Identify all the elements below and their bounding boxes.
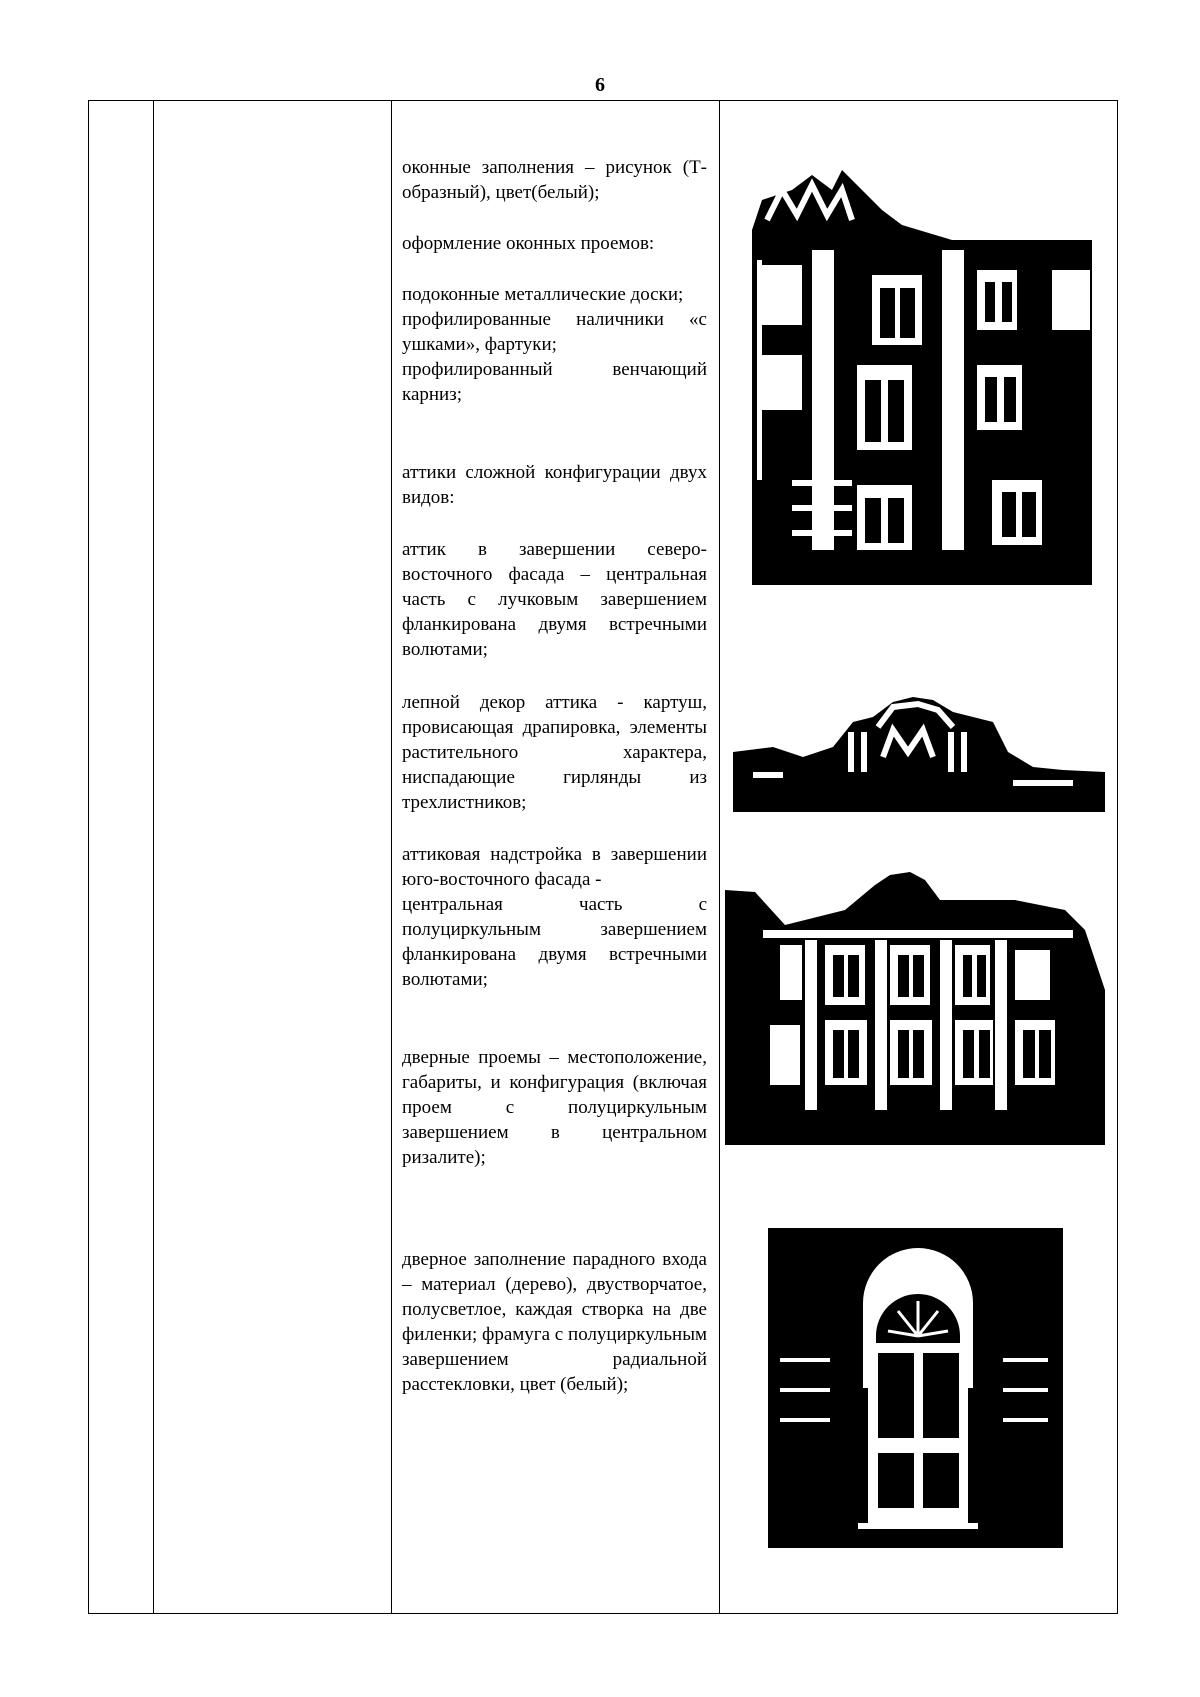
text-block-window-details (402, 282, 707, 407)
paragraph: дверное заполнение парадного входа – материал (дерево), двустворчатое, полусветлое, каждая створка на две филенки; фрамуга с полуциркульным завершением радиальной расстекловки, цвет (белый); (402, 1249, 707, 1395)
paragraph: оконные заполнения – рисунок (Т-образный), цвет(белый); (402, 157, 707, 203)
paragraph: центральная часть с полуциркульным завершением фланкирована двумя встречными волютами; (402, 894, 707, 990)
paragraph: аттики сложной конфигурации двух видов: (402, 462, 707, 508)
text-block-attics (402, 460, 707, 510)
paragraph: оформление оконных проемов: (402, 233, 655, 254)
column-divider (719, 101, 720, 1613)
page-number: 6 (595, 74, 605, 96)
paragraph: дверные проемы – местоположение, габариты, и конфигурация (включая проем с полуциркульным завершением в центральном ризалите); (402, 1047, 707, 1168)
paragraph: аттиковая надстройка в завершении юго-восточного фасада - (402, 844, 707, 890)
paragraph: профилированные наличники «с ушками», фартуки; (402, 309, 707, 355)
text-block-attic-decor (402, 690, 707, 815)
text-block-window-openings (402, 231, 707, 256)
text-block-ne-attic (402, 537, 707, 662)
text-block-se-attic (402, 842, 707, 992)
text-block-window-fill (402, 155, 707, 205)
column-divider (391, 101, 392, 1613)
column-divider (153, 101, 154, 1613)
southeast-facade-photo (725, 870, 1105, 1145)
facade-photo (752, 170, 1092, 585)
paragraph: профилированный венчающий карниз; (402, 359, 707, 405)
paragraph: лепной декор аттика - картуш, провисающая драпировка, элементы растительного характера, ниспадающие гирлянды из трехлистников; (402, 692, 707, 813)
text-block-main-door (402, 1247, 707, 1397)
paragraph: аттик в завершении северо-восточного фасада – центральная часть с лучковым завершением фланкирована двумя встречными волютами; (402, 539, 707, 660)
front-door-photo (768, 1228, 1063, 1548)
paragraph: подоконные металлические доски; (402, 284, 684, 305)
attic-photo (733, 692, 1105, 812)
text-block-door-openings (402, 1045, 707, 1170)
